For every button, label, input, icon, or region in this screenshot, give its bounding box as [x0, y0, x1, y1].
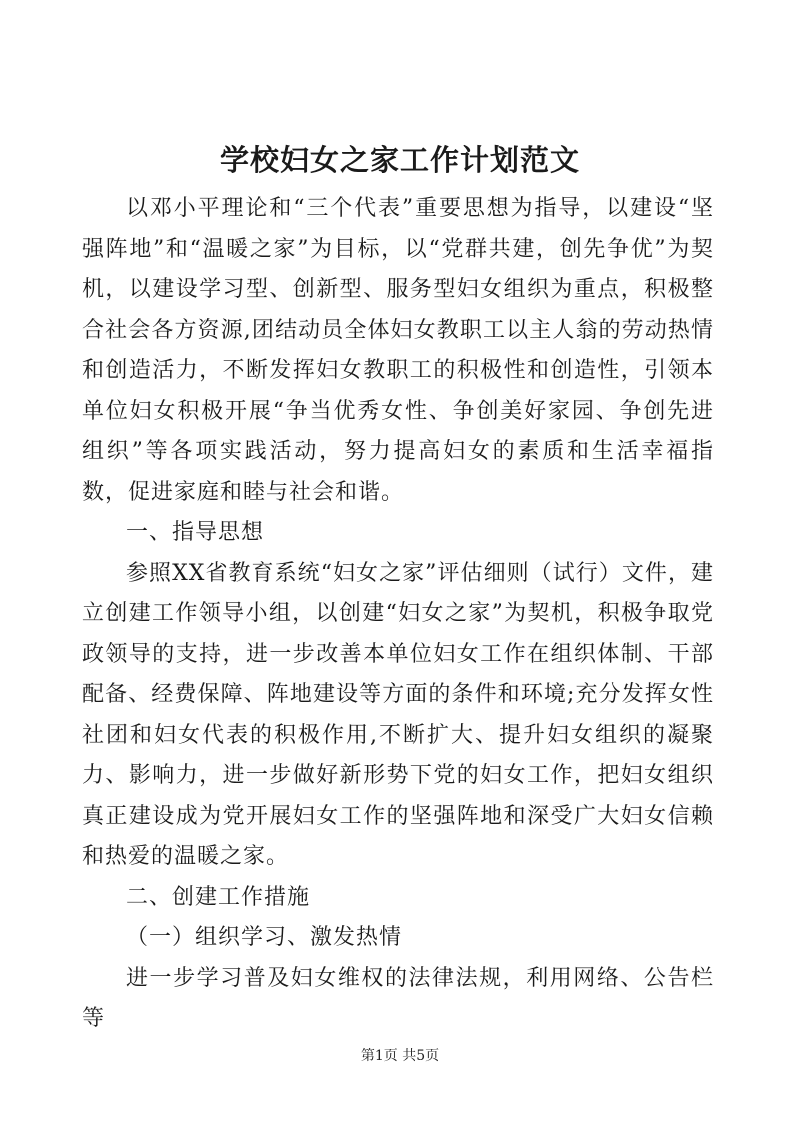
- paragraph-guiding-ideology: 参照XX省教育系统“妇女之家”评估细则（试行）文件，建立创建工作领导小组，以创建“妇女之家”为契机，积极争取党政领导的支持，进一步改善本单位妇女工作在组织体制、干部配备、经费保障、阵地建设等方面的条件和环境;充分发挥女性社团和妇女代表的积极作用,不断扩大、提升妇女组织的凝聚力、影响力，进一步做好新形势下党的妇女工作，把妇女组织真正建设成为党开展妇女工作的坚强阵地和深受广大妇女信赖和热爱的温暖之家。: [82, 560, 714, 869]
- section-heading-guiding-ideology: 一、指导思想: [126, 520, 265, 545]
- section-heading-measures: 二、创建工作措施: [126, 884, 311, 910]
- document-title: 学校妇女之家工作计划范文: [219, 143, 580, 177]
- paragraph-intro: 以邓小平理论和“三个代表”重要思想为指导，以建设“坚强阵地”和“温暖之家”为目标，以“党群共建，创先争优”为契机，以建设学习型、创新型、服务型妇女组织为重点，积极整合社会各方资源,团结动员全体妇女教职工以主人翁的劳动热情和创造活力，不断发挥妇女教职工的积极性和创造性，引领本单位妇女积极开展“争当优秀女性、争创美好家园、争创先进组织”等各项实践活动，努力提高妇女的素质和生活幸福指数，促进家庭和睦与社会和谐。: [82, 196, 714, 505]
- subsection-heading-study: （一）组织学习、激发热情: [126, 925, 403, 950]
- paragraph-study: 进一步学习普及妇女维权的法律法规，利用网络、公告栏等: [82, 965, 714, 1031]
- document-body: [82, 189, 714, 1040]
- page-footer: 第1页 共5页: [360, 1048, 440, 1064]
